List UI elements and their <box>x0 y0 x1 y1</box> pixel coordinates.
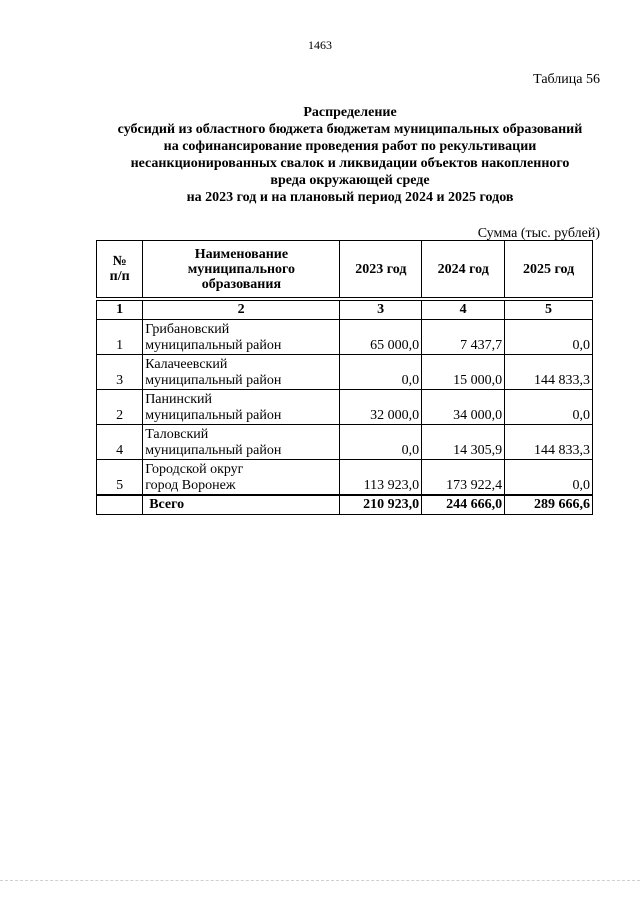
title-line: субсидий из областного бюджета бюджетам муниципальных образований <box>117 122 583 137</box>
value-2023: 113 923,0 <box>340 460 422 496</box>
municipality-name-line: Грибановский <box>145 322 230 337</box>
total-label: Всего <box>143 495 340 515</box>
municipality-name-line: муниципальный район <box>145 373 282 388</box>
value-2025: 0,0 <box>505 460 593 496</box>
municipality-name-line: город Воронеж <box>145 478 236 493</box>
header-2024: 2024 год <box>422 241 505 298</box>
municipality-name <box>143 355 340 390</box>
value-2025: 144 833,3 <box>505 355 593 390</box>
row-number: 4 <box>97 425 143 460</box>
page-number: 1463 <box>308 38 332 52</box>
table-row <box>97 320 593 355</box>
header-name-line: Наименование <box>194 246 289 262</box>
value-2024: 173 922,4 <box>422 460 505 496</box>
header-name-line: муниципального <box>187 261 296 277</box>
value-2023: 0,0 <box>340 425 422 460</box>
header-name <box>143 241 340 298</box>
value-2023: 0,0 <box>340 355 422 390</box>
municipality-name-line: муниципальный район <box>145 408 282 423</box>
column-number: 4 <box>422 301 505 320</box>
units-label: Сумма (тыс. рублей) <box>477 226 600 241</box>
header-no-line: № <box>112 254 127 269</box>
value-2025: 144 833,3 <box>505 425 593 460</box>
municipality-name <box>143 425 340 460</box>
value-2025: 0,0 <box>505 390 593 425</box>
column-number: 2 <box>143 301 340 320</box>
municipality-name-line: Таловский <box>145 427 209 442</box>
municipality-name-line: Городской округ <box>145 462 244 477</box>
total-row <box>97 495 593 515</box>
total-2024: 244 666,0 <box>422 495 505 515</box>
municipality-name <box>143 320 340 355</box>
row-number: 2 <box>97 390 143 425</box>
table-header <box>96 240 593 298</box>
municipality-name-line: Панинский <box>145 392 212 407</box>
row-number: 3 <box>97 355 143 390</box>
data-table <box>96 300 593 515</box>
title-line: на софинансирование проведения работ по рекультивации <box>163 139 537 154</box>
table-row <box>97 390 593 425</box>
header-name-line: образования <box>201 276 282 292</box>
header-2023: 2023 год <box>340 241 422 298</box>
title-line: несанкционированных свалок и ликвидации объектов накопленного <box>130 156 570 171</box>
municipality-name <box>143 460 340 496</box>
value-2023: 65 000,0 <box>340 320 422 355</box>
table-label: Таблица 56 <box>533 72 600 87</box>
column-number: 3 <box>340 301 422 320</box>
table-row <box>97 460 593 496</box>
value-2024: 14 305,9 <box>422 425 505 460</box>
header-2025: 2025 год <box>505 241 593 298</box>
document-title <box>80 104 620 206</box>
municipality-name <box>143 390 340 425</box>
header-no-line: п/п <box>109 269 130 284</box>
table-row <box>97 425 593 460</box>
municipality-name-line: Калачеевский <box>145 357 228 372</box>
title-line: на 2023 год и на плановый период 2024 и 2025 годов <box>186 190 514 205</box>
total-2023: 210 923,0 <box>340 495 422 515</box>
municipality-name-line: муниципальный район <box>145 443 282 458</box>
value-2024: 15 000,0 <box>422 355 505 390</box>
value-2023: 32 000,0 <box>340 390 422 425</box>
title-line: вреда окружающей среде <box>270 173 430 188</box>
value-2025: 0,0 <box>505 320 593 355</box>
value-2024: 34 000,0 <box>422 390 505 425</box>
page-footer-rule <box>0 880 640 881</box>
row-number: 5 <box>97 460 143 496</box>
total-2025: 289 666,6 <box>505 495 593 515</box>
value-2024: 7 437,7 <box>422 320 505 355</box>
header-row <box>97 241 593 298</box>
row-number: 1 <box>97 320 143 355</box>
table-row <box>97 355 593 390</box>
column-number: 5 <box>505 301 593 320</box>
total-row-number <box>97 495 143 515</box>
title-line: Распределение <box>303 105 397 120</box>
column-number-row <box>97 301 593 320</box>
header-no <box>97 241 143 298</box>
column-number: 1 <box>97 301 143 320</box>
municipality-name-line: муниципальный район <box>145 338 282 353</box>
